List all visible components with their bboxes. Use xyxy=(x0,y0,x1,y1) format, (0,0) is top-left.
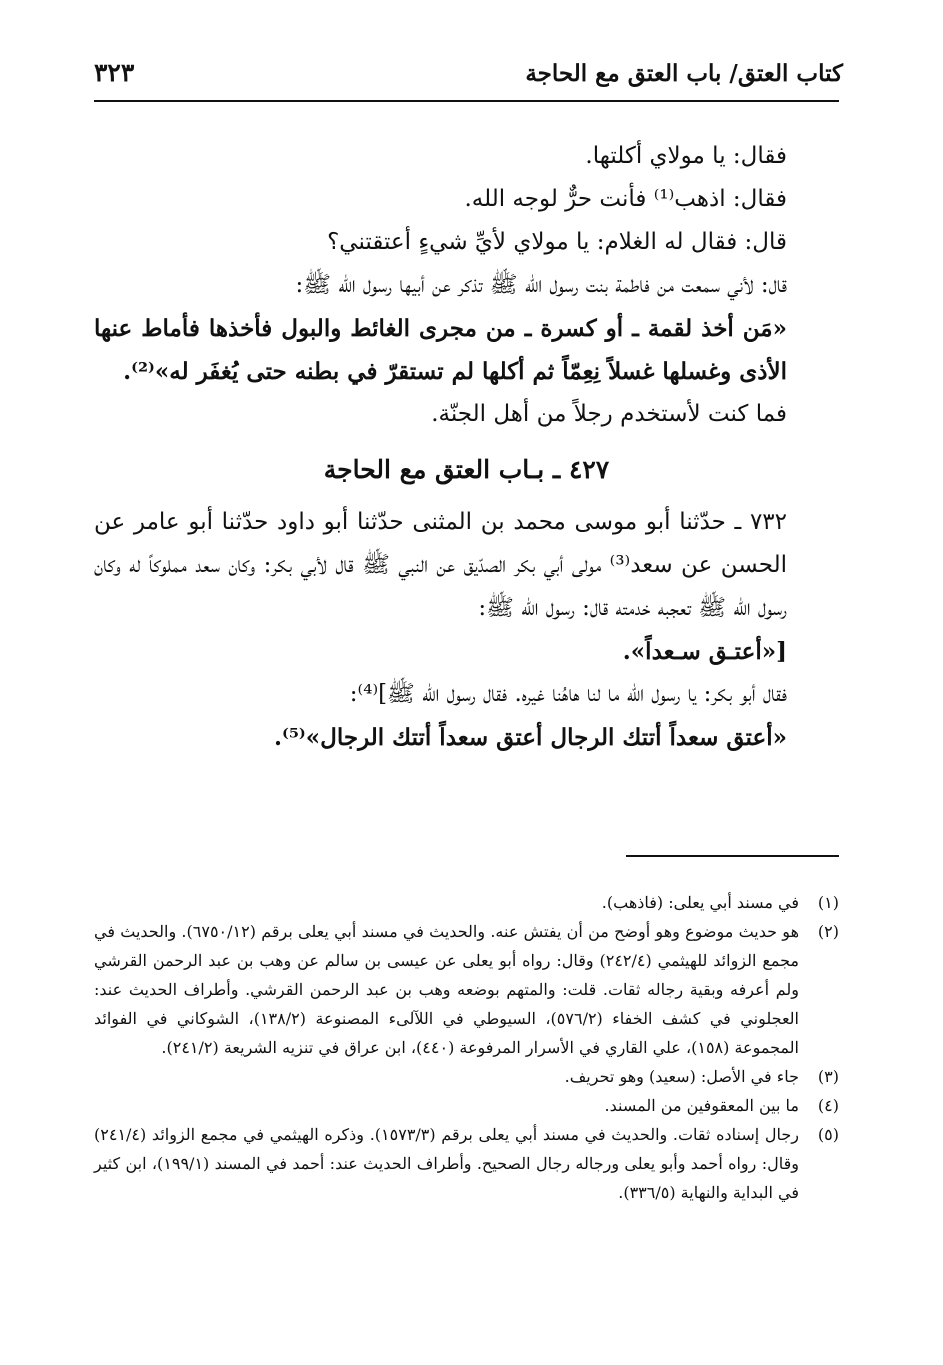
hadith-quote: «مَن أخذ لقمة ـ أو كسرة ـ من مجرى الغائط والبول فأخذها فأماط عنها الأذى وغسلها غسلاً نِعِمّاً ثم أكلها لم تستقرّ في بطنه حتى يُغفَر له»⁽²⁾. xyxy=(94,315,787,385)
main-text xyxy=(94,135,839,759)
footnote-item xyxy=(94,1091,839,1120)
text-line: فقال: اذهب⁽¹⁾ فأنت حرٌّ لوجه الله. xyxy=(464,186,787,212)
footnotes xyxy=(94,888,839,1207)
footnote-text: جاء في الأصل: (سعيد) وهو تحريف. xyxy=(564,1067,799,1086)
hadith-quote: [«أعتـق سـعداً». xyxy=(622,638,787,665)
text-line: فقال أبو بكر: يا رسول الله ما لنا هاهُنا غيره. فقال رسول الله ﷺ]⁽⁴⁾: xyxy=(349,681,787,707)
footnote-number: (٤) xyxy=(817,1096,839,1115)
footnote-number: (٣) xyxy=(817,1067,839,1086)
footnote-item xyxy=(94,917,839,1062)
text-line: فما كنت لأستخدم رجلاً من أهل الجنّة. xyxy=(431,401,787,427)
footnote-separator xyxy=(626,855,839,857)
footnote-text: رجال إسناده ثقات. والحديث في مسند أبي يعلى برقم (١٥٧٣/٣). وذكره الهيثمي في مجمع الزوائد (٢٤١/٤) وقال: رواه أحمد وأبو يعلى ورجاله رجال الصحيح. وأطراف الحديث عند: أحمد في المسند (١٩٩/١)، ابن كثير في البداية والنهاية (٣٣٦/٥). xyxy=(94,1125,799,1202)
footnote-text: ما بين المعقوفين من المسند. xyxy=(604,1096,799,1115)
section-heading: ٤٢٧ ـ بـاب العتق مع الحاجة xyxy=(323,455,610,484)
hadith-732-paragraph: ٧٣٢ ـ حدّثنا أبو موسى محمد بن المثنى حدّثنا أبو داود حدّثنا أبو عامر عن الحسن عن سعد⁽³⁾ مولى أبي بكر الصدّيق عن النبي ﷺ قال لأبي بكر: وكان سعد مملوكاً له وكان رسول الله ﷺ تعجبه خدمته قال: رسول الله ﷺ: xyxy=(94,509,787,621)
text-line: قال: فقال له الغلام: يا مولاي لأيِّ شيءٍ أعتقتني؟ xyxy=(327,229,787,255)
footnote-number: (٥) xyxy=(817,1125,839,1144)
footnote-number: (١) xyxy=(817,893,839,912)
footnote-number: (٢) xyxy=(817,922,839,941)
text-paragraph: قال: لأني سمعت من فاطمة بنت رسول الله ﷺ تذكر عن أبيها رسول الله ﷺ: xyxy=(295,272,787,298)
header-rule xyxy=(94,100,839,102)
running-header-title: كتاب العتق/ باب العتق مع الحاجة xyxy=(525,60,843,87)
footnote-item xyxy=(94,1062,839,1091)
footnote-text: في مسند أبي يعلى: (فاذهب). xyxy=(601,893,799,912)
footnote-item xyxy=(94,888,839,917)
footnote-item xyxy=(94,1120,839,1207)
hadith-quote: «أعتق سعداً أتتك الرجال أعتق سعداً أتتك الرجال»⁽⁵⁾. xyxy=(273,724,787,751)
footnote-text: هو حديث موضوع وهو أوضح من أن يفتش عنه. والحديث في مسند أبي يعلى برقم (٦٧٥٠/١٢). والحديث في مجمع الزوائد للهيثمي (٢٤٢/٤) وقال: رواه أبو يعلى عن عيسى بن سالم عن وهب بن عبد الرحمن القرشي ولم أعرفه وبقية رجاله ثقات. قلت: والمتهم بوضعه وهب بن عبد الرحمن القرشي. وأطراف الحديث عند: العجلوني في كشف الخفاء (٥٧٦/٢)، السيوطي في اللآلىء المصنوعة (١٣٨/٢)، الشوكاني في الفوائد المجموعة (١٥٨)، علي القاري في الأسرار المرفوعة (٤٤٠)، ابن عراق في تنزيه الشريعة (٢٤١/٢). xyxy=(94,922,800,1057)
text-line: فقال: يا مولاي أكلتها. xyxy=(585,143,787,169)
page-number: ٣٢٣ xyxy=(94,58,135,87)
